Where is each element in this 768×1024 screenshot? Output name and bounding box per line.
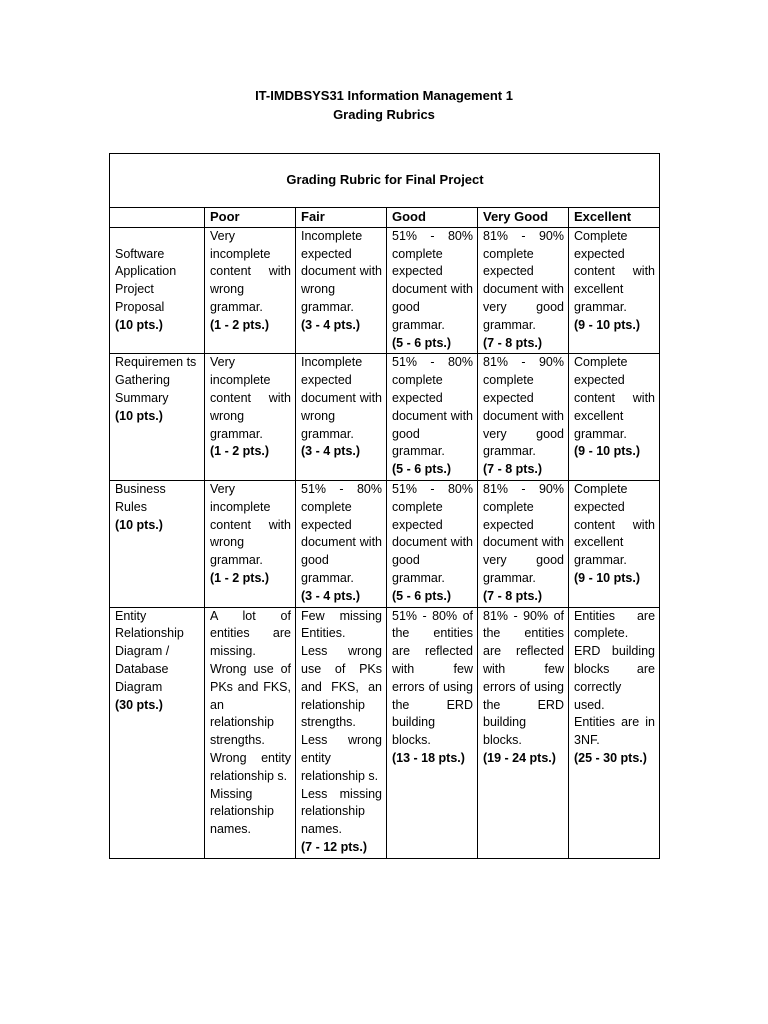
criterion-name: Software Application Project Proposal — [115, 246, 177, 314]
rating-description: Complete expected content with excellent grammar. — [574, 228, 656, 314]
rating-cell-fair — [296, 354, 387, 481]
document-header — [0, 86, 768, 124]
rating-cell-good — [387, 354, 478, 481]
criterion-name: Requiremen ts Gathering Summary — [115, 355, 197, 405]
rating-cell-excellent — [569, 354, 660, 481]
grading-rubric-table — [109, 153, 660, 859]
rating-cell-very-good — [478, 354, 569, 481]
column-header-excellent: Excellent — [569, 208, 660, 228]
criterion-points: (10 pts.) — [115, 517, 163, 532]
criterion-name: Entity Relationship Diagram / Database Diagram — [115, 608, 184, 694]
rating-cell-good — [387, 607, 478, 858]
rating-points: (7 - 8 pts.) — [483, 588, 543, 603]
criterion-points: (10 pts.) — [115, 408, 163, 423]
rating-description: Complete expected content with excellent grammar. — [574, 481, 656, 568]
rating-cell-poor — [205, 227, 296, 354]
rating-points: (3 - 4 pts.) — [301, 444, 361, 459]
rating-cell-poor — [205, 480, 296, 607]
course-title: IT-IMDBSYS31 Information Management 1 — [255, 88, 513, 103]
rating-description: 81% - 90% complete expected document with very good grammar. — [483, 355, 564, 459]
rating-cell-excellent — [569, 607, 660, 858]
rating-cell-very-good — [478, 480, 569, 607]
rating-description: 81% - 90% complete expected document with very good grammar. — [483, 228, 564, 332]
table-row — [110, 480, 660, 607]
rating-points: (1 - 2 pts.) — [210, 317, 270, 332]
criterion-cell — [110, 354, 205, 481]
column-header-row — [110, 208, 660, 228]
rating-cell-excellent — [569, 227, 660, 354]
rating-cell-good — [387, 227, 478, 354]
rating-points: (19 - 24 pts.) — [483, 750, 556, 765]
rating-description: A lot of entities are missing. Wrong use of PKs and FKS, an relationship strengths. Wrong entity relationship s. Missing relationship names. — [210, 608, 291, 837]
criterion-cell — [110, 227, 205, 354]
rating-points: (7 - 8 pts.) — [483, 335, 543, 350]
rating-points: (1 - 2 pts.) — [210, 570, 270, 585]
rating-cell-excellent — [569, 480, 660, 607]
rating-description: 51% - 80% complete expected document with good grammar. — [301, 481, 382, 585]
rating-cell-poor — [205, 354, 296, 481]
rating-points: (5 - 6 pts.) — [392, 462, 452, 477]
criterion-cell — [110, 480, 205, 607]
rating-points: (9 - 10 pts.) — [574, 317, 640, 332]
column-header-good: Good — [387, 208, 478, 228]
rating-description: Incomplete expected document with wrong grammar. — [301, 355, 382, 441]
criterion-name: Business Rules — [115, 481, 166, 514]
rating-points: (5 - 6 pts.) — [392, 588, 452, 603]
rating-description: 51% - 80% complete expected document with good grammar. — [392, 355, 473, 459]
column-header-poor: Poor — [205, 208, 296, 228]
rating-points: (7 - 8 pts.) — [483, 462, 543, 477]
rating-description: Very incomplete content with wrong grammar. — [210, 481, 291, 568]
rating-cell-fair — [296, 480, 387, 607]
rating-cell-poor — [205, 607, 296, 858]
rating-description: 51% - 80% complete expected document with good grammar. — [392, 228, 473, 332]
rating-points: (1 - 2 pts.) — [210, 444, 270, 459]
rating-description: 81% - 90% complete expected document with very good grammar. — [483, 481, 564, 585]
rating-cell-fair — [296, 227, 387, 354]
rating-description: 51% - 80% of the entities are reflected with few errors of using the ERD building blocks. — [392, 608, 473, 748]
table-row — [110, 607, 660, 858]
table-row — [110, 227, 660, 354]
caption-row — [110, 154, 660, 208]
column-header-very-good: Very Good — [478, 208, 569, 228]
table-row — [110, 354, 660, 481]
table-caption: Grading Rubric for Final Project — [110, 154, 660, 208]
rating-description: 81% - 90% of the entities are reflected with few errors of using the ERD building blocks. — [483, 608, 564, 748]
rating-description: Entities are complete. ERD building blocks are correctly used. Entities are in 3NF. — [574, 608, 656, 748]
rating-points: (3 - 4 pts.) — [301, 588, 361, 603]
rating-points: (3 - 4 pts.) — [301, 317, 361, 332]
rating-description: 51% - 80% complete expected document with good grammar. — [392, 481, 473, 585]
rating-cell-fair — [296, 607, 387, 858]
rating-points: (5 - 6 pts.) — [392, 335, 452, 350]
rating-description: Very incomplete content with wrong grammar. — [210, 355, 291, 441]
rating-cell-good — [387, 480, 478, 607]
rating-description: Complete expected content with excellent grammar. — [574, 355, 656, 441]
rating-points: (13 - 18 pts.) — [392, 750, 465, 765]
rating-points: (7 - 12 pts.) — [301, 839, 367, 854]
column-header-blank — [110, 208, 205, 228]
criterion-points: (10 pts.) — [115, 317, 163, 332]
criterion-cell — [110, 607, 205, 858]
rating-cell-very-good — [478, 607, 569, 858]
rating-description: Few missing Entities. Less wrong use of PKs and FKS, an relationship strengths. Less wrong entity relationship s. Less missing relationship names. — [301, 608, 382, 837]
rating-points: (25 - 30 pts.) — [574, 750, 647, 765]
rating-description: Incomplete expected document with wrong grammar. — [301, 228, 382, 314]
rating-description: Very incomplete content with wrong grammar. — [210, 228, 291, 314]
rating-points: (9 - 10 pts.) — [574, 444, 640, 459]
rating-points: (9 - 10 pts.) — [574, 570, 640, 585]
document-title: Grading Rubrics — [333, 107, 435, 122]
column-header-fair: Fair — [296, 208, 387, 228]
rating-cell-very-good — [478, 227, 569, 354]
criterion-points: (30 pts.) — [115, 697, 163, 712]
